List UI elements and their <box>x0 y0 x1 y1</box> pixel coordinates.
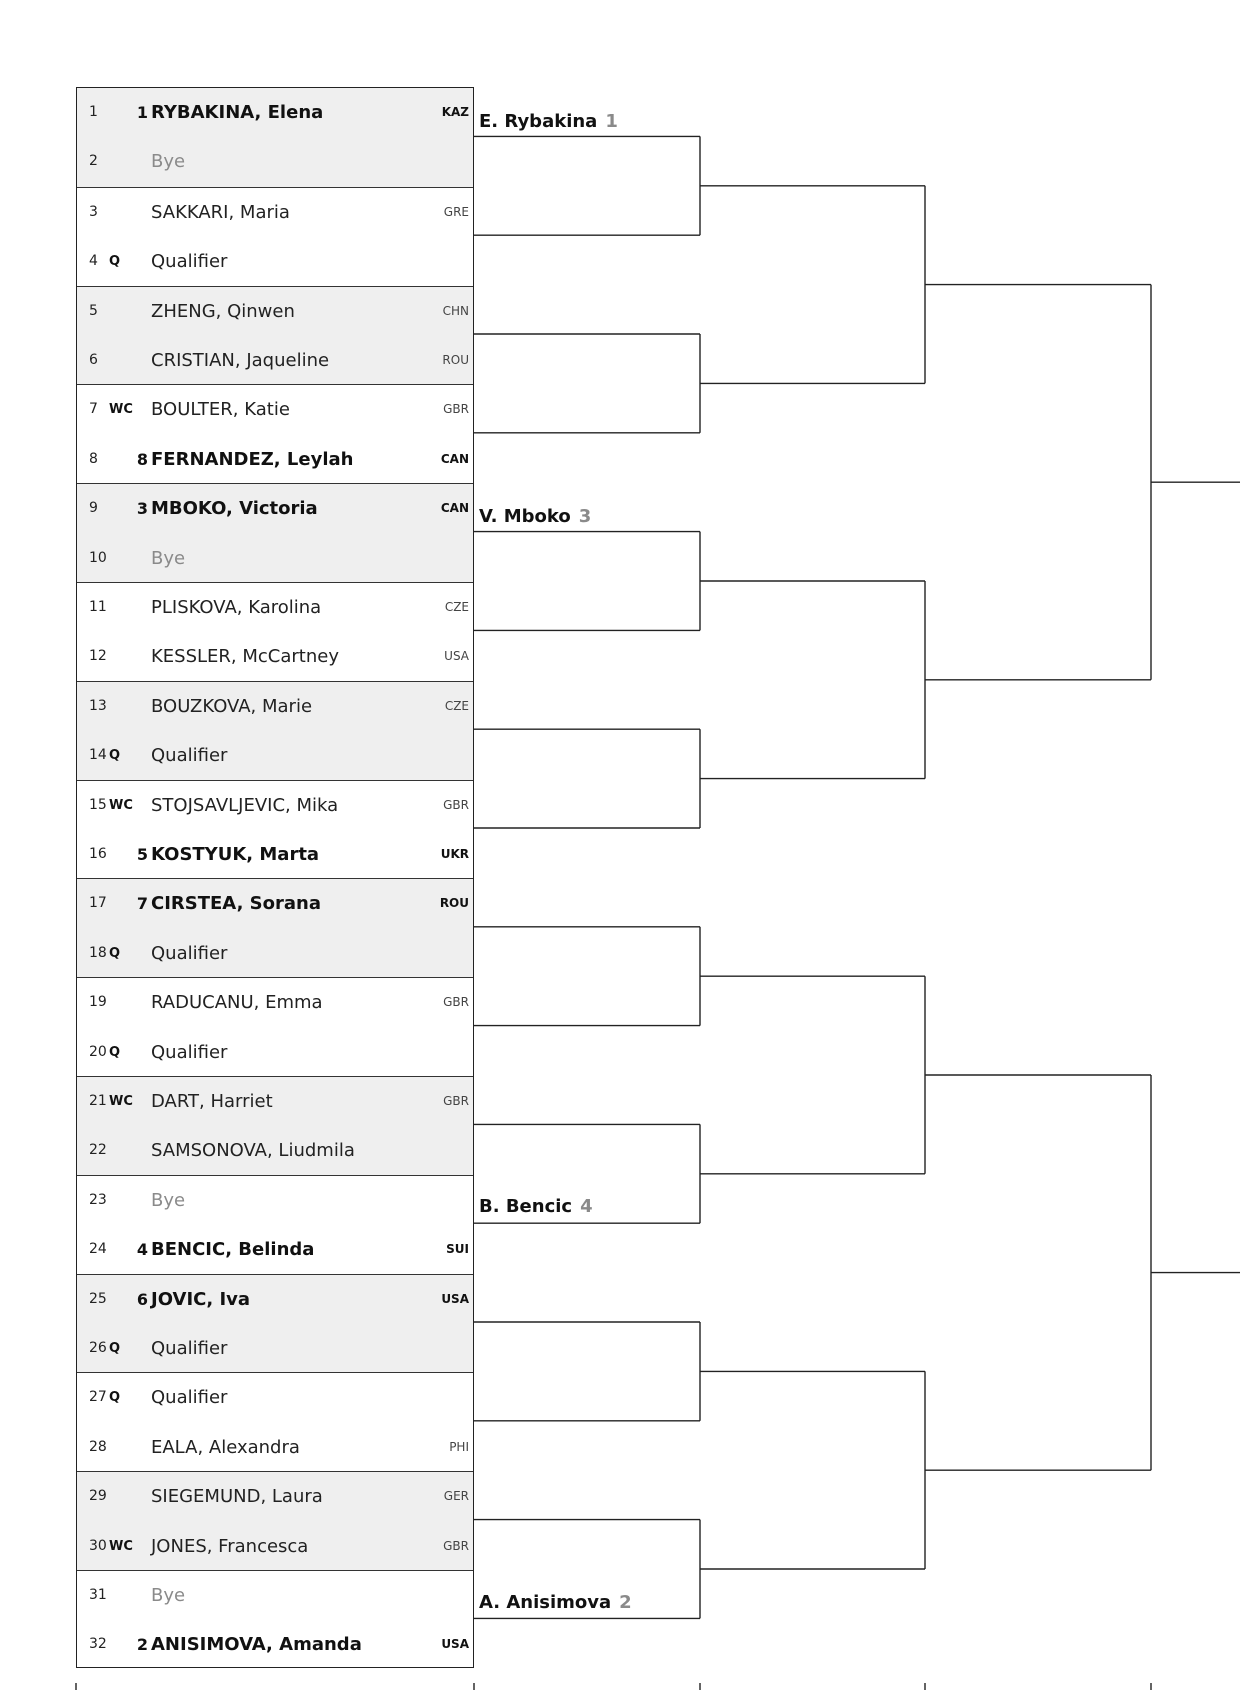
player-name: SIEGEMUND, Laura <box>151 1486 323 1508</box>
player-name: Qualifier <box>151 1337 228 1359</box>
advanced-player-label <box>479 506 591 528</box>
draw-position-number: 24 <box>89 1241 107 1258</box>
country-code: CAN <box>440 451 469 466</box>
advanced-player-seed: 2 <box>619 1592 632 1613</box>
draw-position-number: 5 <box>89 302 98 319</box>
player-name: Qualifier <box>151 942 228 964</box>
draw-position-number: 25 <box>89 1290 107 1307</box>
advanced-player-label <box>479 111 618 133</box>
player-name: ANISIMOVA, Amanda <box>151 1634 362 1656</box>
draw-position-number: 31 <box>89 1587 107 1603</box>
advanced-player-seed: 4 <box>580 1196 593 1217</box>
player-name: Bye <box>151 1189 186 1211</box>
country-code: CAN <box>440 501 469 516</box>
draw-position-number: 22 <box>89 1142 107 1159</box>
player-name: RYBAKINA, Elena <box>151 102 324 123</box>
country-code: KAZ <box>441 105 469 119</box>
entry-type: Q <box>109 1390 121 1406</box>
player-name: Qualifier <box>151 1041 228 1063</box>
entry-type: Q <box>109 1044 121 1060</box>
player-name: BENCIC, Belinda <box>151 1239 315 1261</box>
seed-number: 8 <box>136 449 148 469</box>
entry-type: WC <box>109 402 133 418</box>
draw-position-number: 8 <box>89 450 98 467</box>
player-name: Bye <box>151 547 186 569</box>
player-name: RADUCANU, Emma <box>151 992 323 1014</box>
draw-position-number: 2 <box>89 153 98 170</box>
advanced-player-name: B. Bencic <box>479 1196 573 1217</box>
seed-number: 2 <box>136 1635 148 1655</box>
player-name: EALA, Alexandra <box>151 1436 300 1458</box>
draw-position-number: 21 <box>89 1093 107 1109</box>
advanced-player-name: V. Mboko <box>479 506 571 527</box>
advanced-player-seed: 3 <box>578 506 592 527</box>
country-code: GER <box>443 1489 469 1504</box>
draw-position-number: 16 <box>89 845 107 862</box>
draw-position-number: 29 <box>89 1488 107 1505</box>
player-name: Qualifier <box>151 1387 228 1409</box>
draw-position-number: 19 <box>89 994 107 1011</box>
player-name: ZHENG, Qinwen <box>151 300 295 322</box>
country-code: GBR <box>443 1094 469 1108</box>
country-code: GBR <box>443 995 469 1010</box>
player-name: KESSLER, McCartney <box>151 646 339 668</box>
player-name: PLISKOVA, Karolina <box>151 597 322 618</box>
country-code: GBR <box>443 402 469 417</box>
player-name: MBOKO, Victoria <box>151 498 318 520</box>
country-code: USA <box>441 1291 469 1306</box>
entry-type: Q <box>109 945 121 961</box>
advanced-player-name: A. Anisimova <box>479 1592 612 1613</box>
draw-position-number: 18 <box>89 944 107 961</box>
draw-position-number: 30 <box>89 1537 107 1554</box>
draw-position-number: 13 <box>89 697 107 714</box>
country-code: ROU <box>442 352 469 367</box>
entry-type: Q <box>109 254 121 270</box>
seed-number: 6 <box>136 1289 148 1309</box>
country-code: UKR <box>440 846 469 861</box>
player-name: BOULTER, Katie <box>151 399 290 421</box>
country-code: GRE <box>443 204 469 219</box>
player-name: CRISTIAN, Jaqueline <box>151 349 330 371</box>
draw-position-number: 9 <box>89 500 98 517</box>
entry-type: WC <box>109 1094 133 1109</box>
advanced-player-name: E. Rybakina <box>479 111 598 132</box>
player-name: JONES, Francesca <box>151 1535 309 1557</box>
player-name: Qualifier <box>151 251 228 273</box>
country-code: CZE <box>444 698 469 713</box>
player-name: CIRSTEA, Sorana <box>151 893 321 915</box>
draw-position-number: 3 <box>89 203 98 220</box>
seed-number: 3 <box>136 499 148 519</box>
draw-position-number: 27 <box>89 1389 107 1406</box>
draw-position-number: 7 <box>89 401 98 418</box>
advanced-player-label <box>479 1592 632 1614</box>
draw-position-number: 11 <box>89 599 107 615</box>
entry-type: Q <box>109 748 121 764</box>
seed-number: 5 <box>136 844 148 864</box>
entry-type: WC <box>109 797 133 813</box>
country-code: CHN <box>442 303 469 318</box>
draw-position-number: 6 <box>89 351 98 368</box>
player-name: BOUZKOVA, Marie <box>151 695 313 717</box>
draw-position-number: 10 <box>89 549 107 566</box>
draw-position-number: 23 <box>89 1191 107 1208</box>
player-name: DART, Harriet <box>151 1091 273 1112</box>
player-name: STOJSAVLJEVIC, Mika <box>151 794 339 816</box>
player-name: FERNANDEZ, Leylah <box>151 448 354 470</box>
draw-position-number: 17 <box>89 895 107 912</box>
country-code: CZE <box>444 600 469 614</box>
country-code: ROU <box>439 896 469 911</box>
player-name: Bye <box>151 1585 186 1606</box>
draw-position-number: 32 <box>89 1636 107 1653</box>
player-name: SAMSONOVA, Liudmila <box>151 1140 355 1162</box>
entry-type: Q <box>109 1340 121 1356</box>
player-name: KOSTYUK, Marta <box>151 843 320 865</box>
advanced-player-label <box>479 1196 593 1218</box>
country-code: USA <box>441 1637 469 1652</box>
seed-number: 4 <box>136 1240 148 1260</box>
draw-position-number: 15 <box>89 796 107 813</box>
seed-number: 7 <box>136 894 148 914</box>
country-code: PHI <box>449 1439 469 1454</box>
player-name: Qualifier <box>151 745 228 767</box>
country-code: SUI <box>446 1242 469 1257</box>
player-name: JOVIC, Iva <box>151 1288 251 1310</box>
draw-position-number: 1 <box>89 104 98 120</box>
player-name: SAKKARI, Maria <box>151 201 290 223</box>
country-code: GBR <box>443 1538 469 1553</box>
draw-position-number: 4 <box>89 253 98 270</box>
country-code: GBR <box>443 797 469 812</box>
player-name: Bye <box>151 151 186 173</box>
draw-position-number: 12 <box>89 648 107 665</box>
draw-position-number: 26 <box>89 1339 107 1356</box>
draw-position-number: 14 <box>89 747 107 764</box>
seed-number: 1 <box>136 103 148 122</box>
country-code: USA <box>444 649 469 664</box>
advanced-player-seed: 1 <box>605 111 618 132</box>
entry-type: WC <box>109 1538 133 1554</box>
draw-position-number: 20 <box>89 1043 107 1060</box>
draw-position-number: 28 <box>89 1438 107 1455</box>
